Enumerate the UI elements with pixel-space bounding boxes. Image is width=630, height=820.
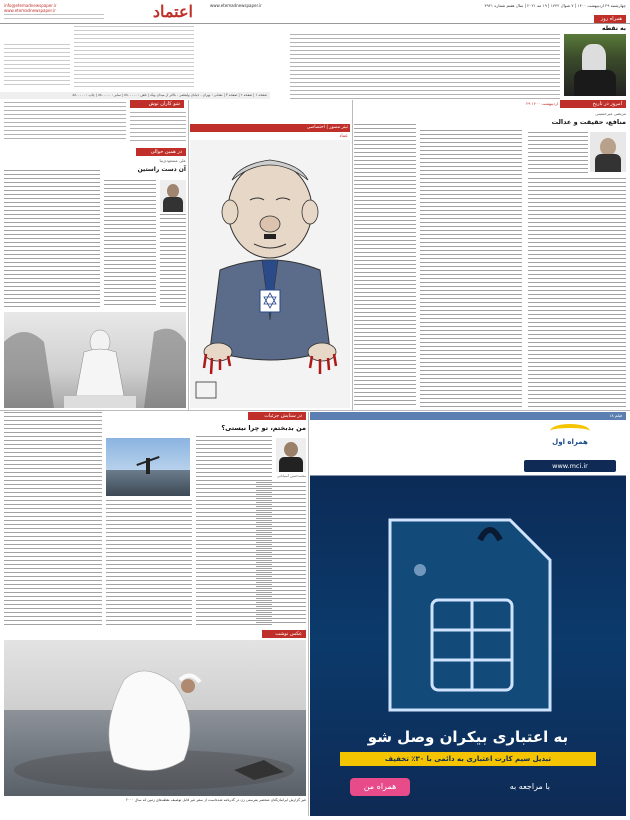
cartoon-frame <box>190 140 350 408</box>
masthead-site-small[interactable]: www.etemadnewspaper.ir <box>210 3 262 8</box>
credits-block-2 <box>4 44 70 88</box>
photo-caption: غیر گزارش ایرانیان‌گتان منحصر بفرستی زن در گذرنامه شده‌است از سفر غیر قابل‌ توصیف نقطه‌های زمین که سال ۲۰۰۰ <box>125 798 306 802</box>
masthead-email[interactable]: info@etemadnewspaper.ir <box>4 3 57 8</box>
cartoon-author: عماد <box>339 134 348 139</box>
mid-author: علی مسعودی‌نیا <box>159 158 186 163</box>
ad-caption: ۱۸ فیلم <box>609 413 622 418</box>
column-divider <box>308 412 309 816</box>
ad-footer: با مراجعه به <box>509 782 550 791</box>
today-body-2 <box>528 178 626 408</box>
ad-url[interactable]: www.mci.ir <box>524 460 616 472</box>
today-tag: امروز در تاریخ <box>560 100 626 108</box>
today-body-4 <box>354 124 416 408</box>
ad-footer-brand[interactable]: همراه من <box>350 778 410 796</box>
mid-body-2 <box>160 214 186 308</box>
mid-body-3 <box>4 170 100 308</box>
col-bottom-title: من بدبختم، تو چرا نیستی؟ <box>221 424 306 432</box>
mid-title: آن دست راستین <box>137 166 186 173</box>
today-date: ۲۹ اردیبهشت ۱۴۰۰ <box>526 101 558 106</box>
hamrooz-tag: همراه روز <box>594 15 626 23</box>
statue-photo <box>4 312 186 408</box>
row-divider <box>0 410 630 411</box>
masthead-logo-block <box>4 3 194 21</box>
ad-brand-logo <box>550 424 590 438</box>
photo-tag: عکس نوشت <box>262 630 306 638</box>
masthead-date: چهارشنبه ۲۹ اردیبهشت ۱۴۰۰ | ۷ شوال ۱۴۴۲ | ۱۹ مه ۲۰۲۱ | سال هفتم شماره ۴۹۲۱ <box>484 3 626 8</box>
left-top-tag: شو کاران توش <box>130 100 184 108</box>
today-author-photo <box>590 132 626 172</box>
masthead-logo: اعتماد <box>152 2 193 21</box>
column-divider <box>188 100 189 410</box>
col-bottom-body-2 <box>256 482 306 626</box>
cartoon-tag: تیتر مصور | اختصاصی <box>306 125 348 130</box>
masthead-ticker: صفحه ۱ | صفحه ۲ | صفحه ۳ | نشانی : تهران - خیابان ولیعصر - بالاتر از میدان ونک | تلفن : ۸۸۰۰۰۰۰ | نمابر : ۸۸۰۰۰۰۰ | چاپ : ۸۸۰۰۰۰۰ <box>0 92 270 99</box>
ad-sim-card <box>380 510 560 720</box>
ad-headline: به اعتباری بیکران وصل شو <box>367 728 569 746</box>
masthead <box>0 0 630 24</box>
hiker-photo <box>106 438 190 496</box>
left-top-body <box>4 102 126 142</box>
today-body-3 <box>420 130 522 408</box>
column-divider <box>352 100 353 410</box>
today-title: منافع، حقیقت و عدالت <box>551 118 626 126</box>
cartoon-illustration <box>190 140 350 408</box>
col-bottom-tag: در ستایش جزئیات <box>248 412 306 420</box>
masthead-site[interactable]: www.etemadnewspaper.ir <box>4 8 56 13</box>
mid-author-photo <box>160 180 186 212</box>
left-bottom-body-1 <box>106 500 192 626</box>
mid-tag: در همین حوالی <box>136 148 186 156</box>
today-author: مرتضی میرحسینی <box>595 111 626 116</box>
hamrooz-body <box>290 34 560 100</box>
hamrooz-title: به نقطه <box>601 25 626 32</box>
col-bottom-author: محمد‌حسن آسیابانی <box>276 474 306 478</box>
ad-block[interactable] <box>310 420 626 816</box>
col-bottom-author-photo <box>276 438 306 472</box>
left-top-body-2 <box>130 112 186 144</box>
mid-body-1 <box>104 180 156 308</box>
credits-block <box>74 26 194 88</box>
masthead-credits <box>4 14 104 22</box>
hamrooz-photo <box>564 34 626 96</box>
ad-sub: تبدیل سیم کارت اعتباری به دائمی با ۳۰٪ تخفیف <box>340 752 596 766</box>
left-bottom-body-2 <box>4 412 102 626</box>
ad-brand: همراه اول <box>552 438 588 446</box>
photo-news-image <box>4 640 306 796</box>
today-body-1 <box>528 132 588 176</box>
